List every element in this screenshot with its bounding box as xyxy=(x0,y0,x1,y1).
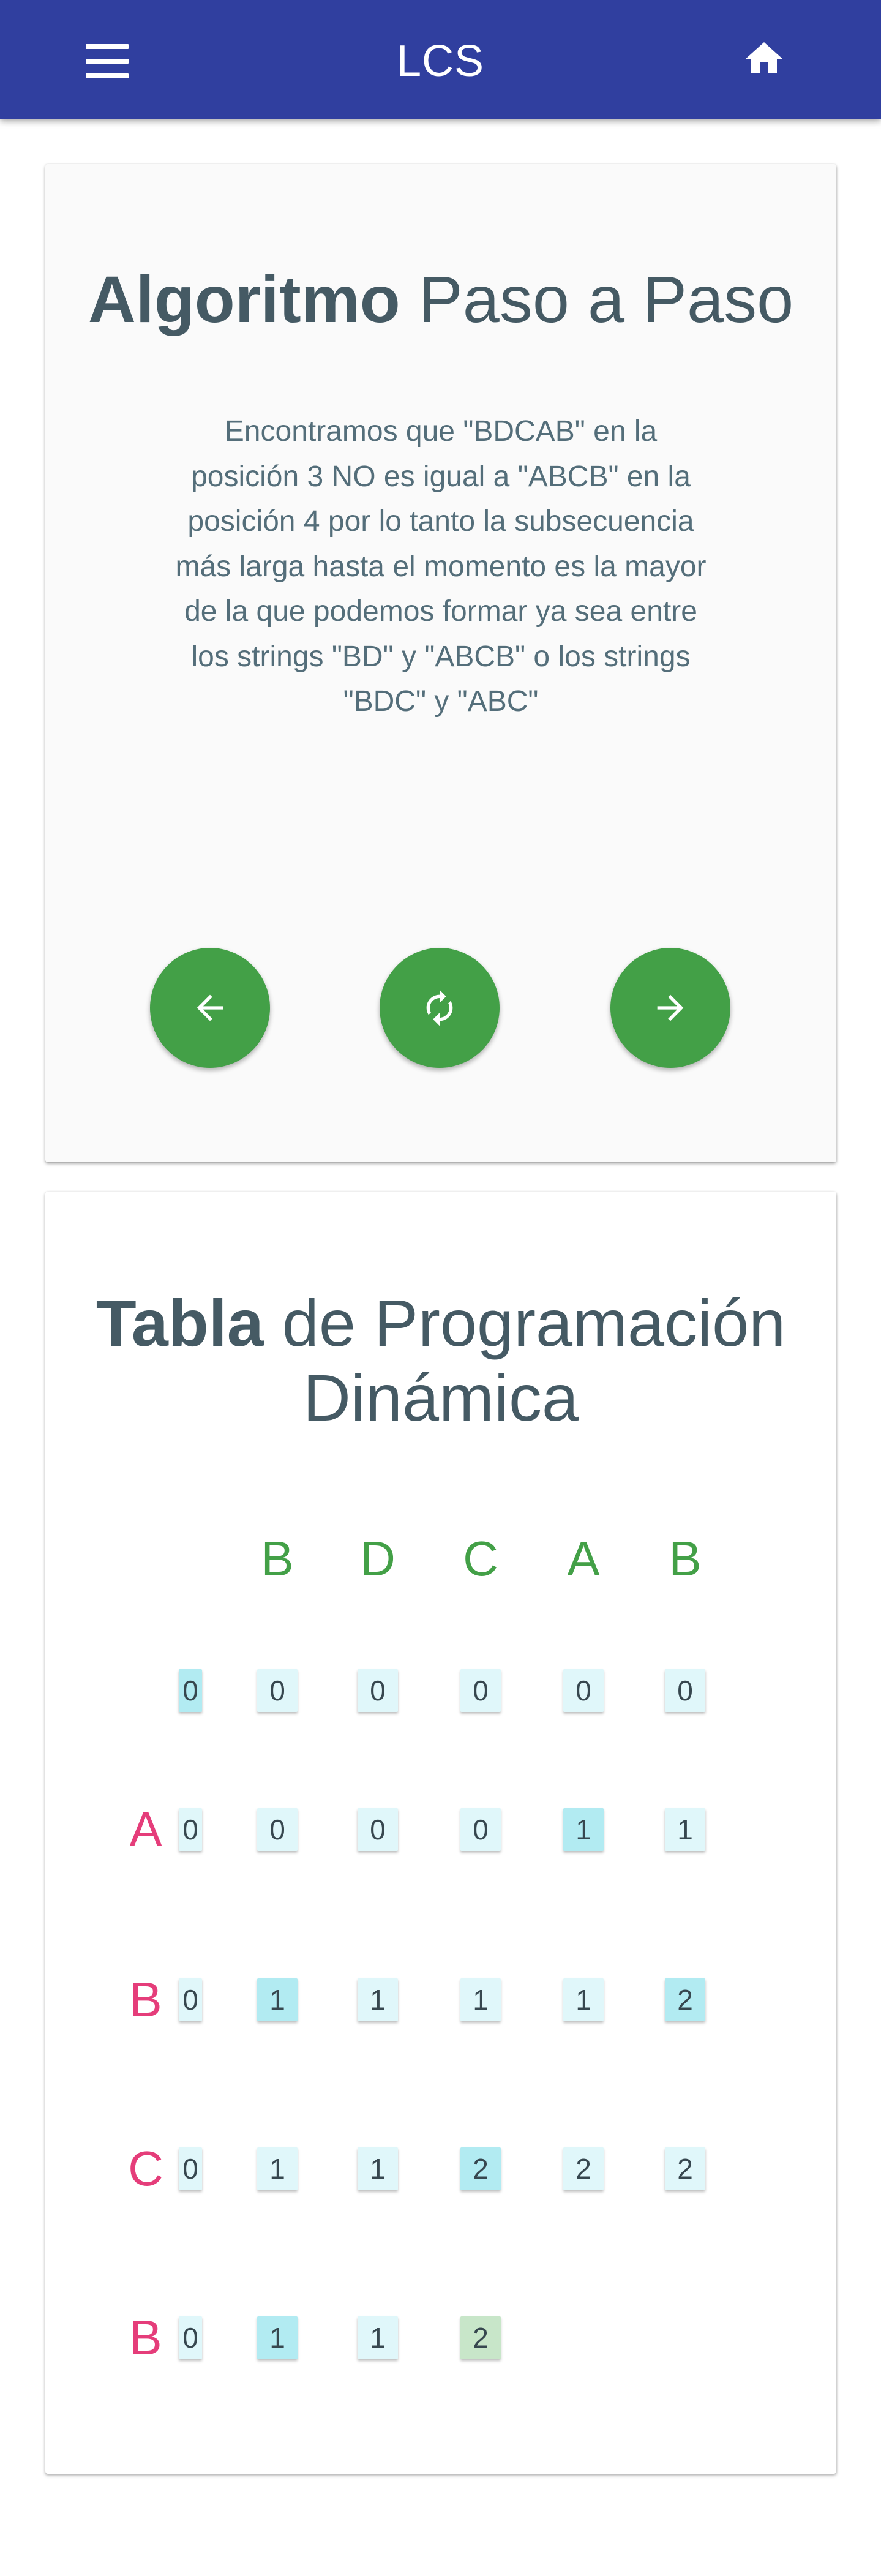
table-cell: 1 xyxy=(563,1808,604,1851)
table-cell: 2 xyxy=(460,2316,501,2359)
table-cell: 1 xyxy=(665,1808,705,1851)
table-cell: 0 xyxy=(358,1669,398,1712)
app-bar xyxy=(0,0,881,119)
reset-button[interactable] xyxy=(380,948,500,1068)
table-cell: 0 xyxy=(257,1669,298,1712)
table-cell: 2 xyxy=(460,2147,501,2190)
table-cell: 0 xyxy=(179,2316,202,2359)
table-cell: 1 xyxy=(257,2316,298,2359)
column-header: C xyxy=(463,1531,498,1586)
step-heading-bold: Algoritmo xyxy=(88,262,400,336)
table-cell: 2 xyxy=(665,2147,705,2190)
table-heading xyxy=(82,1286,800,1435)
table-cell: 0 xyxy=(460,1669,501,1712)
row-header: B xyxy=(129,1972,162,2027)
table-cell: 1 xyxy=(257,1978,298,2021)
dp-table-card xyxy=(45,1192,836,2474)
table-cell: 0 xyxy=(179,1669,202,1712)
step-heading-rest: Paso a Paso xyxy=(400,262,794,336)
table-cell: 1 xyxy=(460,1978,501,2021)
table-cell: 0 xyxy=(358,1808,398,1851)
arrow-right-icon xyxy=(651,988,690,1027)
table-cell: 0 xyxy=(179,1978,202,2021)
column-header: B xyxy=(261,1531,294,1586)
arrow-left-icon xyxy=(190,988,230,1027)
table-heading-bold: Tabla xyxy=(96,1286,264,1360)
table-cell: 0 xyxy=(179,2147,202,2190)
table-cell: 1 xyxy=(358,1978,398,2021)
row-header: B xyxy=(129,2310,162,2365)
column-header: A xyxy=(567,1531,600,1586)
table-cell: 1 xyxy=(358,2316,398,2359)
next-step-button[interactable] xyxy=(610,948,730,1068)
step-explanation: Encontramos que "BDCAB" en la posición 3 NO es igual a "ABCB" en la posición 4 por lo tanto la subsecuencia más larga hasta el momento es la mayor de la que podemos formar ya sea entre los strings "BD" y "ABCB" o los strings "BDC" y "ABC" xyxy=(175,415,707,718)
previous-step-button[interactable] xyxy=(150,948,270,1068)
home-icon[interactable] xyxy=(740,37,789,81)
table-cell: 0 xyxy=(257,1808,298,1851)
column-header: D xyxy=(360,1531,396,1586)
row-header: A xyxy=(129,1802,162,1857)
column-header: B xyxy=(669,1531,702,1586)
table-cell: 0 xyxy=(665,1669,705,1712)
app-title: LCS xyxy=(396,37,485,86)
table-cell: 0 xyxy=(460,1808,501,1851)
step-card xyxy=(45,164,836,1162)
table-heading-rest: de Programación Dinámica xyxy=(263,1286,786,1435)
step-heading xyxy=(45,262,836,337)
table-cell: 2 xyxy=(665,1978,705,2021)
refresh-icon xyxy=(420,988,459,1027)
table-cell: 0 xyxy=(179,1808,202,1851)
table-cell: 1 xyxy=(563,1978,604,2021)
table-cell: 2 xyxy=(563,2147,604,2190)
row-header: C xyxy=(128,2141,163,2196)
table-cell: 1 xyxy=(257,2147,298,2190)
table-cell: 0 xyxy=(563,1669,604,1712)
table-cell: 1 xyxy=(358,2147,398,2190)
